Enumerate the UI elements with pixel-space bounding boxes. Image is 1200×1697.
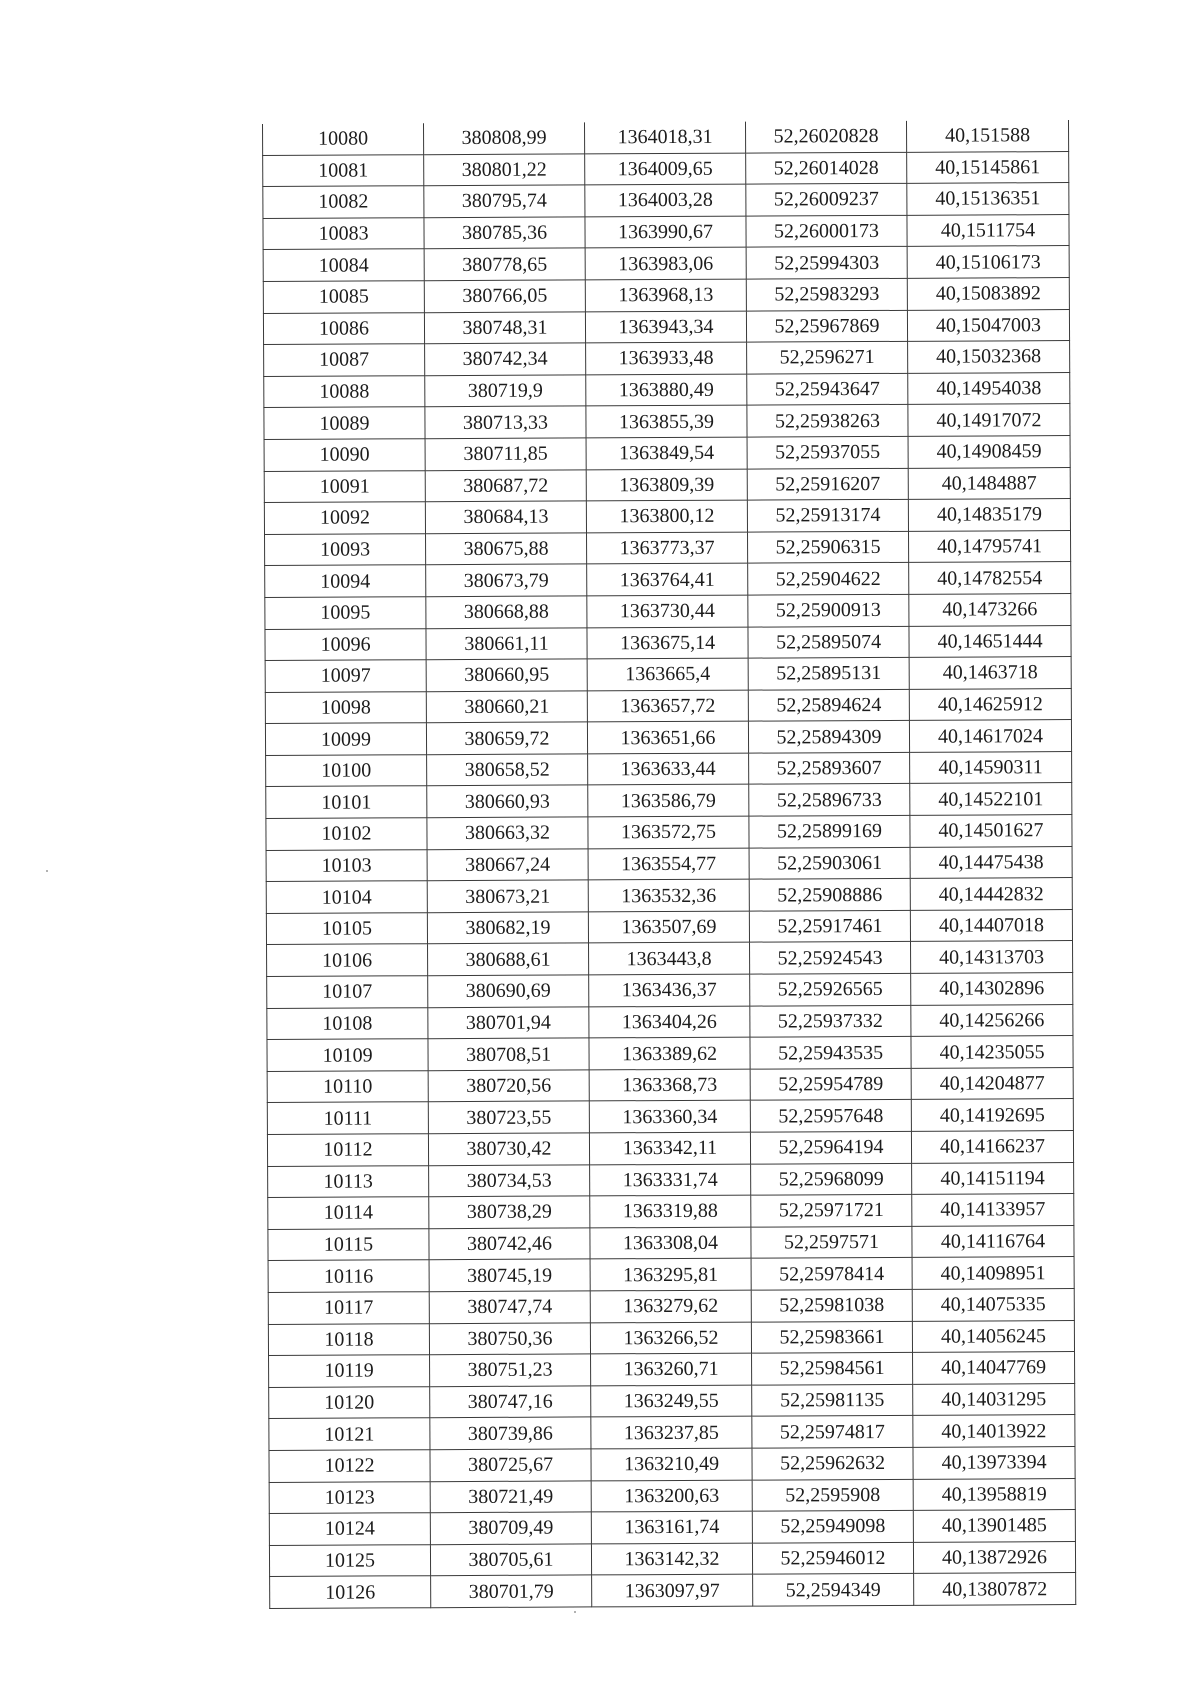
latitude-cell: 52,2595908	[752, 1479, 913, 1511]
x-coordinate-cell: 380808,99	[423, 122, 584, 154]
table-row	[263, 120, 1069, 155]
table-row	[269, 1478, 1075, 1514]
latitude-cell: 52,2594349	[753, 1574, 914, 1606]
y-coordinate-cell: 1363933,48	[586, 342, 747, 374]
y-coordinate-cell: 1363142,32	[591, 1543, 752, 1575]
latitude-cell: 52,25908886	[749, 879, 910, 911]
y-coordinate-cell: 1364009,65	[585, 153, 746, 185]
longitude-cell: 40,1463718	[909, 657, 1071, 689]
longitude-cell: 40,13958819	[913, 1478, 1075, 1510]
x-coordinate-cell: 380751,23	[430, 1354, 591, 1386]
x-coordinate-cell: 380739,86	[430, 1417, 591, 1449]
latitude-cell: 52,25943535	[750, 1037, 911, 1069]
latitude-cell: 52,25899169	[749, 815, 910, 847]
point-number-cell: 10105	[266, 913, 427, 945]
x-coordinate-cell: 380663,32	[427, 817, 588, 849]
y-coordinate-cell: 1363210,49	[591, 1448, 752, 1480]
table-row	[267, 941, 1073, 977]
latitude-cell: 52,25946012	[752, 1542, 913, 1574]
latitude-cell: 52,25974817	[752, 1416, 913, 1448]
table-row	[264, 404, 1070, 440]
y-coordinate-cell: 1364018,31	[584, 122, 745, 154]
table-row	[264, 435, 1070, 471]
latitude-cell: 52,26014028	[746, 152, 907, 184]
latitude-cell: 52,25893607	[749, 752, 910, 784]
point-number-cell: 10089	[264, 407, 425, 439]
y-coordinate-cell: 1363436,37	[589, 974, 750, 1006]
point-number-cell: 10096	[265, 628, 426, 660]
y-coordinate-cell: 1363161,74	[591, 1511, 752, 1543]
latitude-cell: 52,25971721	[751, 1195, 912, 1227]
longitude-cell: 40,14917072	[908, 404, 1070, 436]
table-row	[269, 1541, 1075, 1577]
table-row	[270, 1573, 1076, 1609]
scan-speck	[574, 1611, 576, 1613]
table-row	[265, 625, 1071, 661]
latitude-cell: 52,25938263	[747, 405, 908, 437]
x-coordinate-cell: 380719,9	[425, 375, 586, 407]
point-number-cell: 10087	[264, 344, 425, 376]
longitude-cell: 40,14302896	[911, 973, 1073, 1005]
table-row	[269, 1446, 1075, 1482]
y-coordinate-cell: 1363279,62	[590, 1290, 751, 1322]
point-number-cell: 10123	[269, 1481, 430, 1513]
point-number-cell: 10083	[263, 217, 424, 249]
x-coordinate-cell: 380701,79	[431, 1575, 592, 1607]
x-coordinate-cell: 380668,88	[426, 596, 587, 628]
latitude-cell: 52,25983661	[751, 1321, 912, 1353]
longitude-cell: 40,1484887	[908, 467, 1070, 499]
longitude-cell: 40,15106173	[907, 246, 1069, 278]
table-row	[265, 720, 1071, 756]
point-number-cell: 10111	[267, 1102, 428, 1134]
latitude-cell: 52,25903061	[749, 847, 910, 879]
latitude-cell: 52,25937332	[750, 1005, 911, 1037]
x-coordinate-cell: 380688,61	[428, 943, 589, 975]
x-coordinate-cell: 380795,74	[424, 185, 585, 217]
longitude-cell: 40,13872926	[913, 1541, 1075, 1573]
point-number-cell: 10106	[267, 944, 428, 976]
x-coordinate-cell: 380701,94	[428, 1007, 589, 1039]
longitude-cell: 40,13807872	[914, 1573, 1076, 1605]
latitude-cell: 52,2597571	[751, 1226, 912, 1258]
x-coordinate-cell: 380745,19	[429, 1259, 590, 1291]
x-coordinate-cell: 380723,55	[428, 1101, 589, 1133]
longitude-cell: 40,14590311	[910, 751, 1072, 783]
longitude-cell: 40,14116764	[912, 1225, 1074, 1257]
y-coordinate-cell: 1363260,71	[591, 1353, 752, 1385]
longitude-cell: 40,14522101	[910, 783, 1072, 815]
point-number-cell: 10097	[265, 660, 426, 692]
latitude-cell: 52,25943647	[747, 373, 908, 405]
table-row	[263, 246, 1069, 282]
table-row	[268, 1194, 1074, 1230]
table-row	[268, 1289, 1074, 1325]
latitude-cell: 52,25906315	[747, 531, 908, 563]
latitude-cell: 52,25968099	[751, 1163, 912, 1195]
x-coordinate-cell: 380721,49	[430, 1480, 591, 1512]
x-coordinate-cell: 380738,29	[429, 1196, 590, 1228]
point-number-cell: 10112	[267, 1134, 428, 1166]
longitude-cell: 40,14192695	[911, 1099, 1073, 1131]
point-number-cell: 10116	[268, 1260, 429, 1292]
y-coordinate-cell: 1363633,44	[588, 753, 749, 785]
x-coordinate-cell: 380660,93	[427, 785, 588, 817]
x-coordinate-cell: 380713,33	[425, 406, 586, 438]
point-number-cell: 10080	[263, 123, 424, 155]
longitude-cell: 40,14098951	[912, 1257, 1074, 1289]
point-number-cell: 10098	[265, 691, 426, 723]
longitude-cell: 40,14204877	[911, 1067, 1073, 1099]
y-coordinate-cell: 1363308,04	[590, 1227, 751, 1259]
table-row	[267, 973, 1073, 1009]
longitude-cell: 40,13973394	[913, 1446, 1075, 1478]
longitude-cell: 40,15145861	[907, 151, 1069, 183]
scan-speck	[46, 870, 48, 872]
point-number-cell: 10090	[264, 439, 425, 471]
x-coordinate-cell: 380711,85	[425, 438, 586, 470]
latitude-cell: 52,25904622	[748, 563, 909, 595]
y-coordinate-cell: 1363554,77	[588, 848, 749, 880]
point-number-cell: 10081	[263, 154, 424, 186]
coordinates-table-body	[263, 120, 1076, 1608]
x-coordinate-cell: 380684,13	[425, 501, 586, 533]
y-coordinate-cell: 1363319,88	[590, 1195, 751, 1227]
table-row	[269, 1510, 1075, 1546]
x-coordinate-cell: 380687,72	[425, 469, 586, 501]
point-number-cell: 10094	[265, 565, 426, 597]
latitude-cell: 52,25896733	[749, 784, 910, 816]
longitude-cell: 40,14625912	[909, 688, 1071, 720]
longitude-cell: 40,15032368	[908, 341, 1070, 373]
table-row	[265, 688, 1071, 724]
table-row	[267, 1004, 1073, 1040]
x-coordinate-cell: 380748,31	[424, 311, 585, 343]
coordinates-table-wrapper	[262, 120, 1075, 1609]
table-row	[266, 783, 1072, 819]
table-row	[265, 562, 1071, 598]
y-coordinate-cell: 1363764,41	[587, 563, 748, 595]
point-number-cell: 10118	[268, 1323, 429, 1355]
x-coordinate-cell: 380682,19	[427, 912, 588, 944]
x-coordinate-cell: 380661,11	[426, 627, 587, 659]
longitude-cell: 40,14056245	[912, 1320, 1074, 1352]
longitude-cell: 40,15136351	[907, 183, 1069, 215]
y-coordinate-cell: 1363368,73	[589, 1069, 750, 1101]
y-coordinate-cell: 1363665,4	[587, 658, 748, 690]
point-number-cell: 10099	[265, 723, 426, 755]
latitude-cell: 52,25894624	[748, 689, 909, 721]
y-coordinate-cell: 1363532,36	[588, 879, 749, 911]
longitude-cell: 40,14166237	[911, 1131, 1073, 1163]
y-coordinate-cell: 1363800,12	[586, 500, 747, 532]
x-coordinate-cell: 380742,34	[425, 343, 586, 375]
x-coordinate-cell: 380785,36	[424, 217, 585, 249]
point-number-cell: 10114	[268, 1197, 429, 1229]
point-number-cell: 10084	[263, 249, 424, 281]
x-coordinate-cell: 380725,67	[430, 1449, 591, 1481]
table-row	[266, 878, 1072, 914]
y-coordinate-cell: 1363507,69	[588, 911, 749, 943]
y-coordinate-cell: 1363389,62	[589, 1037, 750, 1069]
y-coordinate-cell: 1363404,26	[589, 1006, 750, 1038]
table-row	[268, 1320, 1074, 1356]
longitude-cell: 40,15047003	[907, 309, 1069, 341]
longitude-cell: 40,14617024	[909, 720, 1071, 752]
y-coordinate-cell: 1363849,54	[586, 437, 747, 469]
table-row	[263, 151, 1069, 187]
x-coordinate-cell: 380667,24	[427, 849, 588, 881]
y-coordinate-cell: 1363990,67	[585, 216, 746, 248]
longitude-cell: 40,14782554	[909, 562, 1071, 594]
point-number-cell: 10122	[269, 1450, 430, 1482]
latitude-cell: 52,25937055	[747, 436, 908, 468]
x-coordinate-cell: 380673,21	[427, 880, 588, 912]
point-number-cell: 10103	[266, 849, 427, 881]
latitude-cell: 52,25981038	[751, 1289, 912, 1321]
point-number-cell: 10124	[269, 1513, 430, 1545]
latitude-cell: 52,25962632	[752, 1447, 913, 1479]
table-row	[267, 1131, 1073, 1167]
point-number-cell: 10095	[265, 597, 426, 629]
point-number-cell: 10109	[267, 1039, 428, 1071]
point-number-cell: 10113	[268, 1165, 429, 1197]
table-row	[267, 1099, 1073, 1135]
point-number-cell: 10100	[266, 755, 427, 787]
x-coordinate-cell: 380720,56	[428, 1070, 589, 1102]
longitude-cell: 40,14407018	[910, 909, 1072, 941]
longitude-cell: 40,14133957	[912, 1194, 1074, 1226]
longitude-cell: 40,14256266	[911, 1004, 1073, 1036]
table-row	[265, 530, 1071, 566]
x-coordinate-cell: 380734,53	[429, 1165, 590, 1197]
point-number-cell: 10108	[267, 1007, 428, 1039]
point-number-cell: 10121	[269, 1418, 430, 1450]
point-number-cell: 10115	[268, 1228, 429, 1260]
x-coordinate-cell: 380709,49	[430, 1512, 591, 1544]
latitude-cell: 52,25964194	[750, 1131, 911, 1163]
table-row	[264, 372, 1070, 408]
table-row	[265, 657, 1071, 693]
latitude-cell: 52,25895131	[748, 657, 909, 689]
longitude-cell: 40,1511754	[907, 214, 1069, 246]
table-row	[264, 467, 1070, 503]
x-coordinate-cell: 380750,36	[429, 1322, 590, 1354]
longitude-cell: 40,14313703	[911, 941, 1073, 973]
y-coordinate-cell: 1363443,8	[589, 943, 750, 975]
y-coordinate-cell: 1363200,63	[591, 1480, 752, 1512]
point-number-cell: 10117	[268, 1292, 429, 1324]
y-coordinate-cell: 1363295,81	[590, 1258, 751, 1290]
table-row	[269, 1352, 1075, 1388]
y-coordinate-cell: 1363809,39	[586, 469, 747, 501]
table-row	[268, 1225, 1074, 1261]
longitude-cell: 40,1473266	[909, 593, 1071, 625]
latitude-cell: 52,25949098	[752, 1510, 913, 1542]
longitude-cell: 40,14475438	[910, 846, 1072, 878]
x-coordinate-cell: 380747,16	[430, 1386, 591, 1418]
table-row	[266, 815, 1072, 851]
longitude-cell: 40,14651444	[909, 625, 1071, 657]
x-coordinate-cell: 380778,65	[424, 248, 585, 280]
y-coordinate-cell: 1363249,55	[591, 1385, 752, 1417]
latitude-cell: 52,25895074	[748, 626, 909, 658]
table-row	[266, 909, 1072, 945]
y-coordinate-cell: 1363360,34	[589, 1101, 750, 1133]
latitude-cell: 52,25916207	[747, 468, 908, 500]
x-coordinate-cell: 380742,46	[429, 1228, 590, 1260]
point-number-cell: 10086	[263, 312, 424, 344]
x-coordinate-cell: 380675,88	[426, 533, 587, 565]
latitude-cell: 52,25981135	[752, 1384, 913, 1416]
latitude-cell: 52,26000173	[746, 215, 907, 247]
latitude-cell: 52,25900913	[748, 594, 909, 626]
y-coordinate-cell: 1363880,49	[586, 374, 747, 406]
y-coordinate-cell: 1363331,74	[590, 1164, 751, 1196]
x-coordinate-cell: 380673,79	[426, 564, 587, 596]
longitude-cell: 40,14013922	[913, 1415, 1075, 1447]
point-number-cell: 10120	[269, 1386, 430, 1418]
latitude-cell: 52,25978414	[751, 1258, 912, 1290]
y-coordinate-cell: 1363968,13	[585, 279, 746, 311]
table-row	[264, 499, 1070, 535]
y-coordinate-cell: 1364003,28	[585, 184, 746, 216]
longitude-cell: 40,14835179	[908, 499, 1070, 531]
y-coordinate-cell: 1363943,34	[585, 311, 746, 343]
longitude-cell: 40,13901485	[913, 1510, 1075, 1542]
longitude-cell: 40,14954038	[908, 372, 1070, 404]
x-coordinate-cell: 380708,51	[428, 1038, 589, 1070]
latitude-cell: 52,25924543	[750, 942, 911, 974]
latitude-cell: 52,25913174	[747, 499, 908, 531]
table-row	[265, 593, 1071, 629]
point-number-cell: 10085	[263, 281, 424, 313]
x-coordinate-cell: 380730,42	[428, 1133, 589, 1165]
point-number-cell: 10091	[264, 470, 425, 502]
latitude-cell: 52,26009237	[746, 184, 907, 216]
point-number-cell: 10125	[269, 1544, 430, 1576]
y-coordinate-cell: 1363657,72	[587, 690, 748, 722]
point-number-cell: 10110	[267, 1071, 428, 1103]
table-row	[269, 1383, 1075, 1419]
y-coordinate-cell: 1363237,85	[591, 1416, 752, 1448]
x-coordinate-cell: 380660,95	[426, 659, 587, 691]
point-number-cell: 10126	[270, 1576, 431, 1608]
point-number-cell: 10119	[269, 1355, 430, 1387]
table-row	[266, 751, 1072, 787]
y-coordinate-cell: 1363097,97	[592, 1574, 753, 1606]
y-coordinate-cell: 1363342,11	[589, 1132, 750, 1164]
latitude-cell: 52,25894309	[748, 721, 909, 753]
y-coordinate-cell: 1363983,06	[585, 248, 746, 280]
y-coordinate-cell: 1363773,37	[587, 532, 748, 564]
point-number-cell: 10093	[265, 533, 426, 565]
longitude-cell: 40,14795741	[908, 530, 1070, 562]
latitude-cell: 52,26020828	[745, 121, 906, 153]
table-row	[263, 214, 1069, 250]
longitude-cell: 40,14442832	[910, 878, 1072, 910]
table-row	[266, 846, 1072, 882]
y-coordinate-cell: 1363675,14	[587, 627, 748, 659]
table-row	[269, 1415, 1075, 1451]
longitude-cell: 40,151588	[906, 120, 1068, 152]
point-number-cell: 10104	[266, 881, 427, 913]
table-row	[263, 309, 1069, 345]
y-coordinate-cell: 1363651,66	[587, 721, 748, 753]
latitude-cell: 52,2596271	[747, 342, 908, 374]
table-row	[263, 183, 1069, 219]
x-coordinate-cell: 380801,22	[424, 154, 585, 186]
table-row	[264, 341, 1070, 377]
longitude-cell: 40,14908459	[908, 435, 1070, 467]
longitude-cell: 40,14047769	[913, 1352, 1075, 1384]
x-coordinate-cell: 380705,61	[430, 1544, 591, 1576]
x-coordinate-cell: 380658,52	[427, 754, 588, 786]
latitude-cell: 52,25957648	[750, 1100, 911, 1132]
latitude-cell: 52,25983293	[746, 278, 907, 310]
x-coordinate-cell: 380766,05	[424, 280, 585, 312]
point-number-cell: 10101	[266, 786, 427, 818]
point-number-cell: 10092	[264, 502, 425, 534]
longitude-cell: 40,14151194	[912, 1162, 1074, 1194]
longitude-cell: 40,14501627	[910, 815, 1072, 847]
latitude-cell: 52,25954789	[750, 1068, 911, 1100]
point-number-cell: 10082	[263, 186, 424, 218]
table-row	[268, 1257, 1074, 1293]
coordinates-table	[262, 120, 1076, 1609]
x-coordinate-cell: 380660,21	[426, 691, 587, 723]
point-number-cell: 10102	[266, 818, 427, 850]
y-coordinate-cell: 1363266,52	[590, 1322, 751, 1354]
table-row	[268, 1162, 1074, 1198]
y-coordinate-cell: 1363730,44	[587, 595, 748, 627]
latitude-cell: 52,25994303	[746, 247, 907, 279]
y-coordinate-cell: 1363586,79	[588, 785, 749, 817]
latitude-cell: 52,25926565	[750, 973, 911, 1005]
y-coordinate-cell: 1363572,75	[588, 816, 749, 848]
point-number-cell: 10107	[267, 976, 428, 1008]
x-coordinate-cell: 380659,72	[426, 722, 587, 754]
table-row	[267, 1036, 1073, 1072]
point-number-cell: 10088	[264, 375, 425, 407]
latitude-cell: 52,25984561	[752, 1352, 913, 1384]
longitude-cell: 40,14075335	[912, 1289, 1074, 1321]
table-row	[267, 1067, 1073, 1103]
table-row	[263, 278, 1069, 314]
longitude-cell: 40,15083892	[907, 278, 1069, 310]
y-coordinate-cell: 1363855,39	[586, 405, 747, 437]
latitude-cell: 52,25967869	[746, 310, 907, 342]
longitude-cell: 40,14031295	[913, 1383, 1075, 1415]
x-coordinate-cell: 380747,74	[429, 1291, 590, 1323]
latitude-cell: 52,25917461	[749, 910, 910, 942]
longitude-cell: 40,14235055	[911, 1036, 1073, 1068]
x-coordinate-cell: 380690,69	[428, 975, 589, 1007]
